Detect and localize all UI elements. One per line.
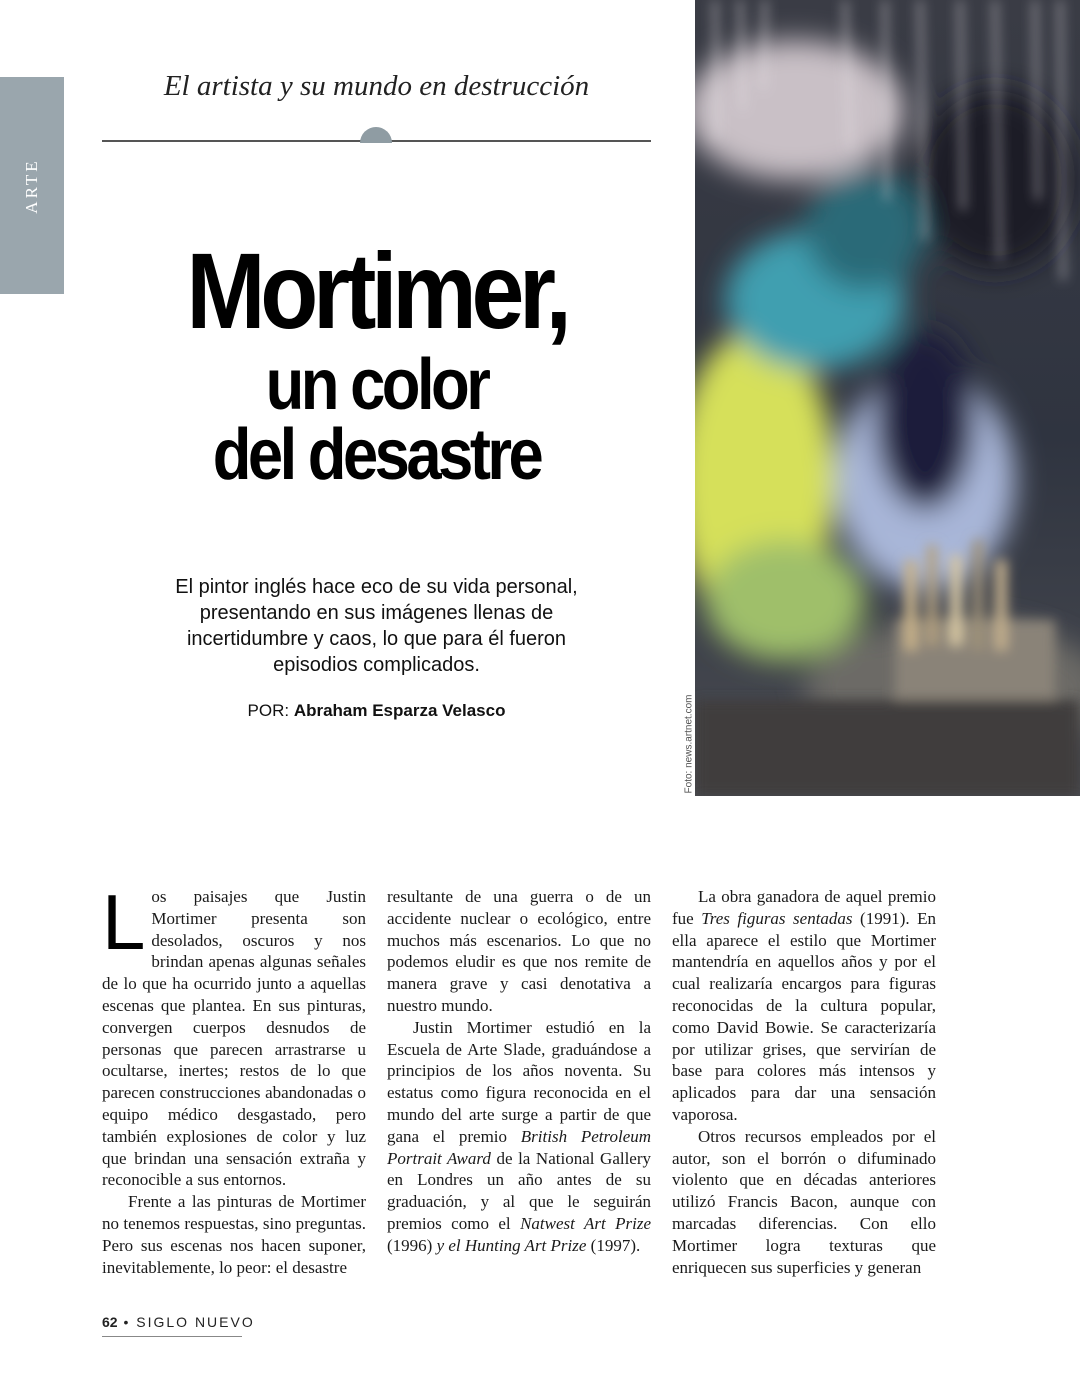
section-label: ARTE [22, 157, 41, 214]
byline [102, 701, 651, 721]
paragraph-5: Otros recursos empleados por el autor, son el borrón o difuminado violento que en décadas anteriores utilizó Francis Bacon, aunque con marcadas diferencias. Con ello Mortimer logra texturas que enriquecen sus superficies y generan [672, 1126, 936, 1277]
section-tab [0, 77, 64, 294]
headline-line-1: Mortimer, [186, 230, 567, 351]
painting-photo [695, 0, 1080, 796]
byline-prefix: POR: [247, 701, 290, 720]
folio [102, 1314, 255, 1330]
deck: El pintor inglés hace eco de su vida personal, presentando en sus imágenes llenas de incertidumbre y caos, lo que para él fueron episodios complicados. [175, 576, 578, 676]
kicker: El artista y su mundo en destrucción [163, 70, 590, 102]
body-column-3 [672, 886, 936, 1278]
headline-line-3: del desastre [212, 415, 541, 495]
page-number: 62 [102, 1314, 118, 1330]
headline-line-2: un color [265, 345, 488, 425]
paragraph-2-continued: resultante de una guerra o de un accidente nuclear o ecológico, entre muchos más escenarios. Lo que no podemos eludir es que nos remite de manera grave y casi denotativa a nuestro mundo. [387, 887, 651, 1015]
paragraph-4: La obra ganadora de aquel premio fue Tres figuras sentadas (1991). En ella aparece el estilo que Mortimer mantendría en aquellos años y por el cual realizaría encargos para figuras reconocidas de la cultura popular, como David Bowie. Se caracterizaría por utilizar grises, que servirían de base para colores más intensos y aplicados para dar una sensación vaporosa. [672, 887, 936, 1124]
paragraph-2: Frente a las pinturas de Mortimer no tenemos respuestas, sino preguntas. Pero sus escenas nos hacen suponer, inevitablemente, lo peor: el desastre [102, 1192, 366, 1277]
byline-author: Abraham Esparza Velasco [293, 701, 506, 720]
paragraph-3: Justin Mortimer estudió en la Escuela de Arte Slade, graduándose a principios de los años noventa. Su estatus como figura reconocida en el mundo del arte surge a partir de que gana el premio British Petroleum Portrait Award de la National Gallery en Londres un año antes de su graduación, y al que le seguirán premios como el Natwest Art Prize (1996) y el Hunting Art Prize (1997). [387, 1017, 652, 1255]
drop-cap: L [102, 878, 146, 966]
photo-credit: Foto: news.artnet.com [683, 694, 695, 794]
folio-separator: • [123, 1314, 131, 1330]
rule-ornament [360, 127, 392, 143]
headline [102, 230, 651, 495]
magazine-name: SIGLO NUEVO [136, 1314, 255, 1330]
body-column-2 [387, 886, 651, 1257]
paragraph-1: Los paisajes que Justin Mortimer presenta son desolados, oscuros y nos brindan apenas algunas señales de lo que ha ocurrido junto a aquellas escenas que plantea. En sus pinturas, convergen cuerpos desnudos de personas que parecen arrastrarse u ocultarse, inertes; restos de lo que parecen construcciones abandonadas o equipo médico desgastado, pero también explosiones de color y luz que brindan una sensación extraña y reconocible a sus entornos. [102, 878, 366, 1190]
body-column-1 [102, 878, 366, 1278]
folio-rule [102, 1336, 242, 1337]
